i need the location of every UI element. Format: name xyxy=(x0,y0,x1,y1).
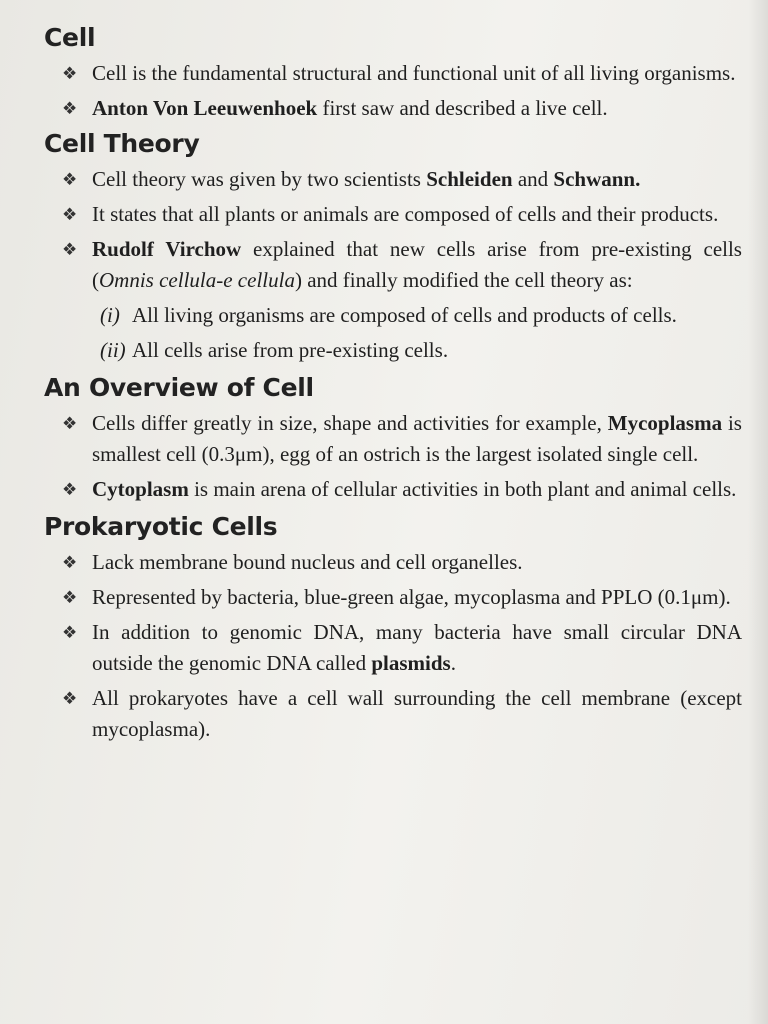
bullet-text: and xyxy=(512,167,554,191)
diamond-bullet-icon: ❖ xyxy=(62,414,78,433)
item-text: All living organisms are composed of cells and products of cells. xyxy=(132,303,677,327)
bullet-text: Cell theory was given by two scientists xyxy=(92,167,427,191)
diamond-bullet-icon: ❖ xyxy=(62,205,78,224)
list-item xyxy=(60,474,742,505)
list-item xyxy=(60,93,742,124)
bullet-text: first saw and described a live cell. xyxy=(317,96,608,120)
heading-cell: Cell xyxy=(44,23,96,52)
heading-overview-of-cell: An Overview of Cell xyxy=(44,373,314,402)
bullet-text: ) and finally modified the cell theory as: xyxy=(294,268,633,292)
list-item xyxy=(60,58,742,89)
list-item xyxy=(60,164,742,195)
bullet-list xyxy=(44,164,742,366)
diamond-bullet-icon: ❖ xyxy=(62,240,78,259)
list-item xyxy=(60,408,742,470)
heading-cell-theory: Cell Theory xyxy=(44,129,200,158)
bold-term: Mycoplasma xyxy=(607,411,723,435)
page-edge-shadow xyxy=(748,0,768,1024)
bold-term: plasmids xyxy=(371,651,451,675)
diamond-bullet-icon: ❖ xyxy=(62,689,78,708)
list-item xyxy=(60,582,742,613)
item-number: (ii) xyxy=(100,338,126,362)
bullet-text: Lack membrane bound nucleus and cell organelles. xyxy=(92,550,523,574)
bullet-text: It states that all plants or animals are composed of cells and their products. xyxy=(92,202,719,226)
item-text: All cells arise from pre-existing cells. xyxy=(132,338,449,362)
list-item xyxy=(60,547,742,578)
diamond-bullet-icon: ❖ xyxy=(62,480,78,499)
bold-term: Anton Von Leeuwenhoek xyxy=(92,96,318,120)
diamond-bullet-icon: ❖ xyxy=(62,553,78,572)
bullet-text: is main arena of cellular activities in both plant and animal cells. xyxy=(188,477,737,501)
bullet-text: is smallest cell (0.3μm), egg of an ostrich is the largest isolated single cell. xyxy=(92,411,742,466)
bold-term: Schwann. xyxy=(553,167,641,191)
bullet-text: Represented by bacteria, blue-green algae, mycoplasma and PPLO (0.1μm). xyxy=(92,585,731,609)
diamond-bullet-icon: ❖ xyxy=(62,623,78,642)
list-item xyxy=(100,300,742,331)
bold-term: Schleiden xyxy=(426,167,513,191)
bullet-text: Cell is the fundamental structural and functional unit of all living organisms. xyxy=(92,61,736,85)
numbered-list xyxy=(92,300,742,366)
section-prokaryotic-cells xyxy=(44,511,742,745)
list-item xyxy=(60,617,742,679)
heading-prokaryotic-cells: Prokaryotic Cells xyxy=(44,512,278,541)
section-cell xyxy=(44,22,742,124)
section-overview-of-cell xyxy=(44,372,742,505)
list-item xyxy=(60,199,742,230)
bullet-text: Cells differ greatly in size, shape and activities for example, xyxy=(92,411,608,435)
bullet-list xyxy=(44,547,742,745)
item-number: (i) xyxy=(100,303,120,327)
bullet-list xyxy=(44,58,742,124)
list-item xyxy=(60,683,742,745)
bullet-list xyxy=(44,408,742,505)
bullet-text: . xyxy=(450,651,456,675)
diamond-bullet-icon: ❖ xyxy=(62,588,78,607)
bullet-text: All prokaryotes have a cell wall surrounding the cell membrane (except mycoplasma). xyxy=(92,686,742,741)
bullet-text: In addition to genomic DNA, many bacteria have small circular DNA outside the genomic DNA called xyxy=(92,620,742,675)
diamond-bullet-icon: ❖ xyxy=(62,170,78,189)
section-cell-theory xyxy=(44,128,742,366)
diamond-bullet-icon: ❖ xyxy=(62,99,78,118)
diamond-bullet-icon: ❖ xyxy=(62,64,78,83)
italic-term: Omnis cellula-e cellula xyxy=(99,268,295,292)
bold-term: Rudolf Virchow xyxy=(92,237,242,261)
list-item xyxy=(100,335,742,366)
bullet-text: explained that new cells arise from pre-existing cells ( xyxy=(92,237,742,292)
bold-term: Cytoplasm xyxy=(92,477,189,501)
list-item xyxy=(60,234,742,366)
